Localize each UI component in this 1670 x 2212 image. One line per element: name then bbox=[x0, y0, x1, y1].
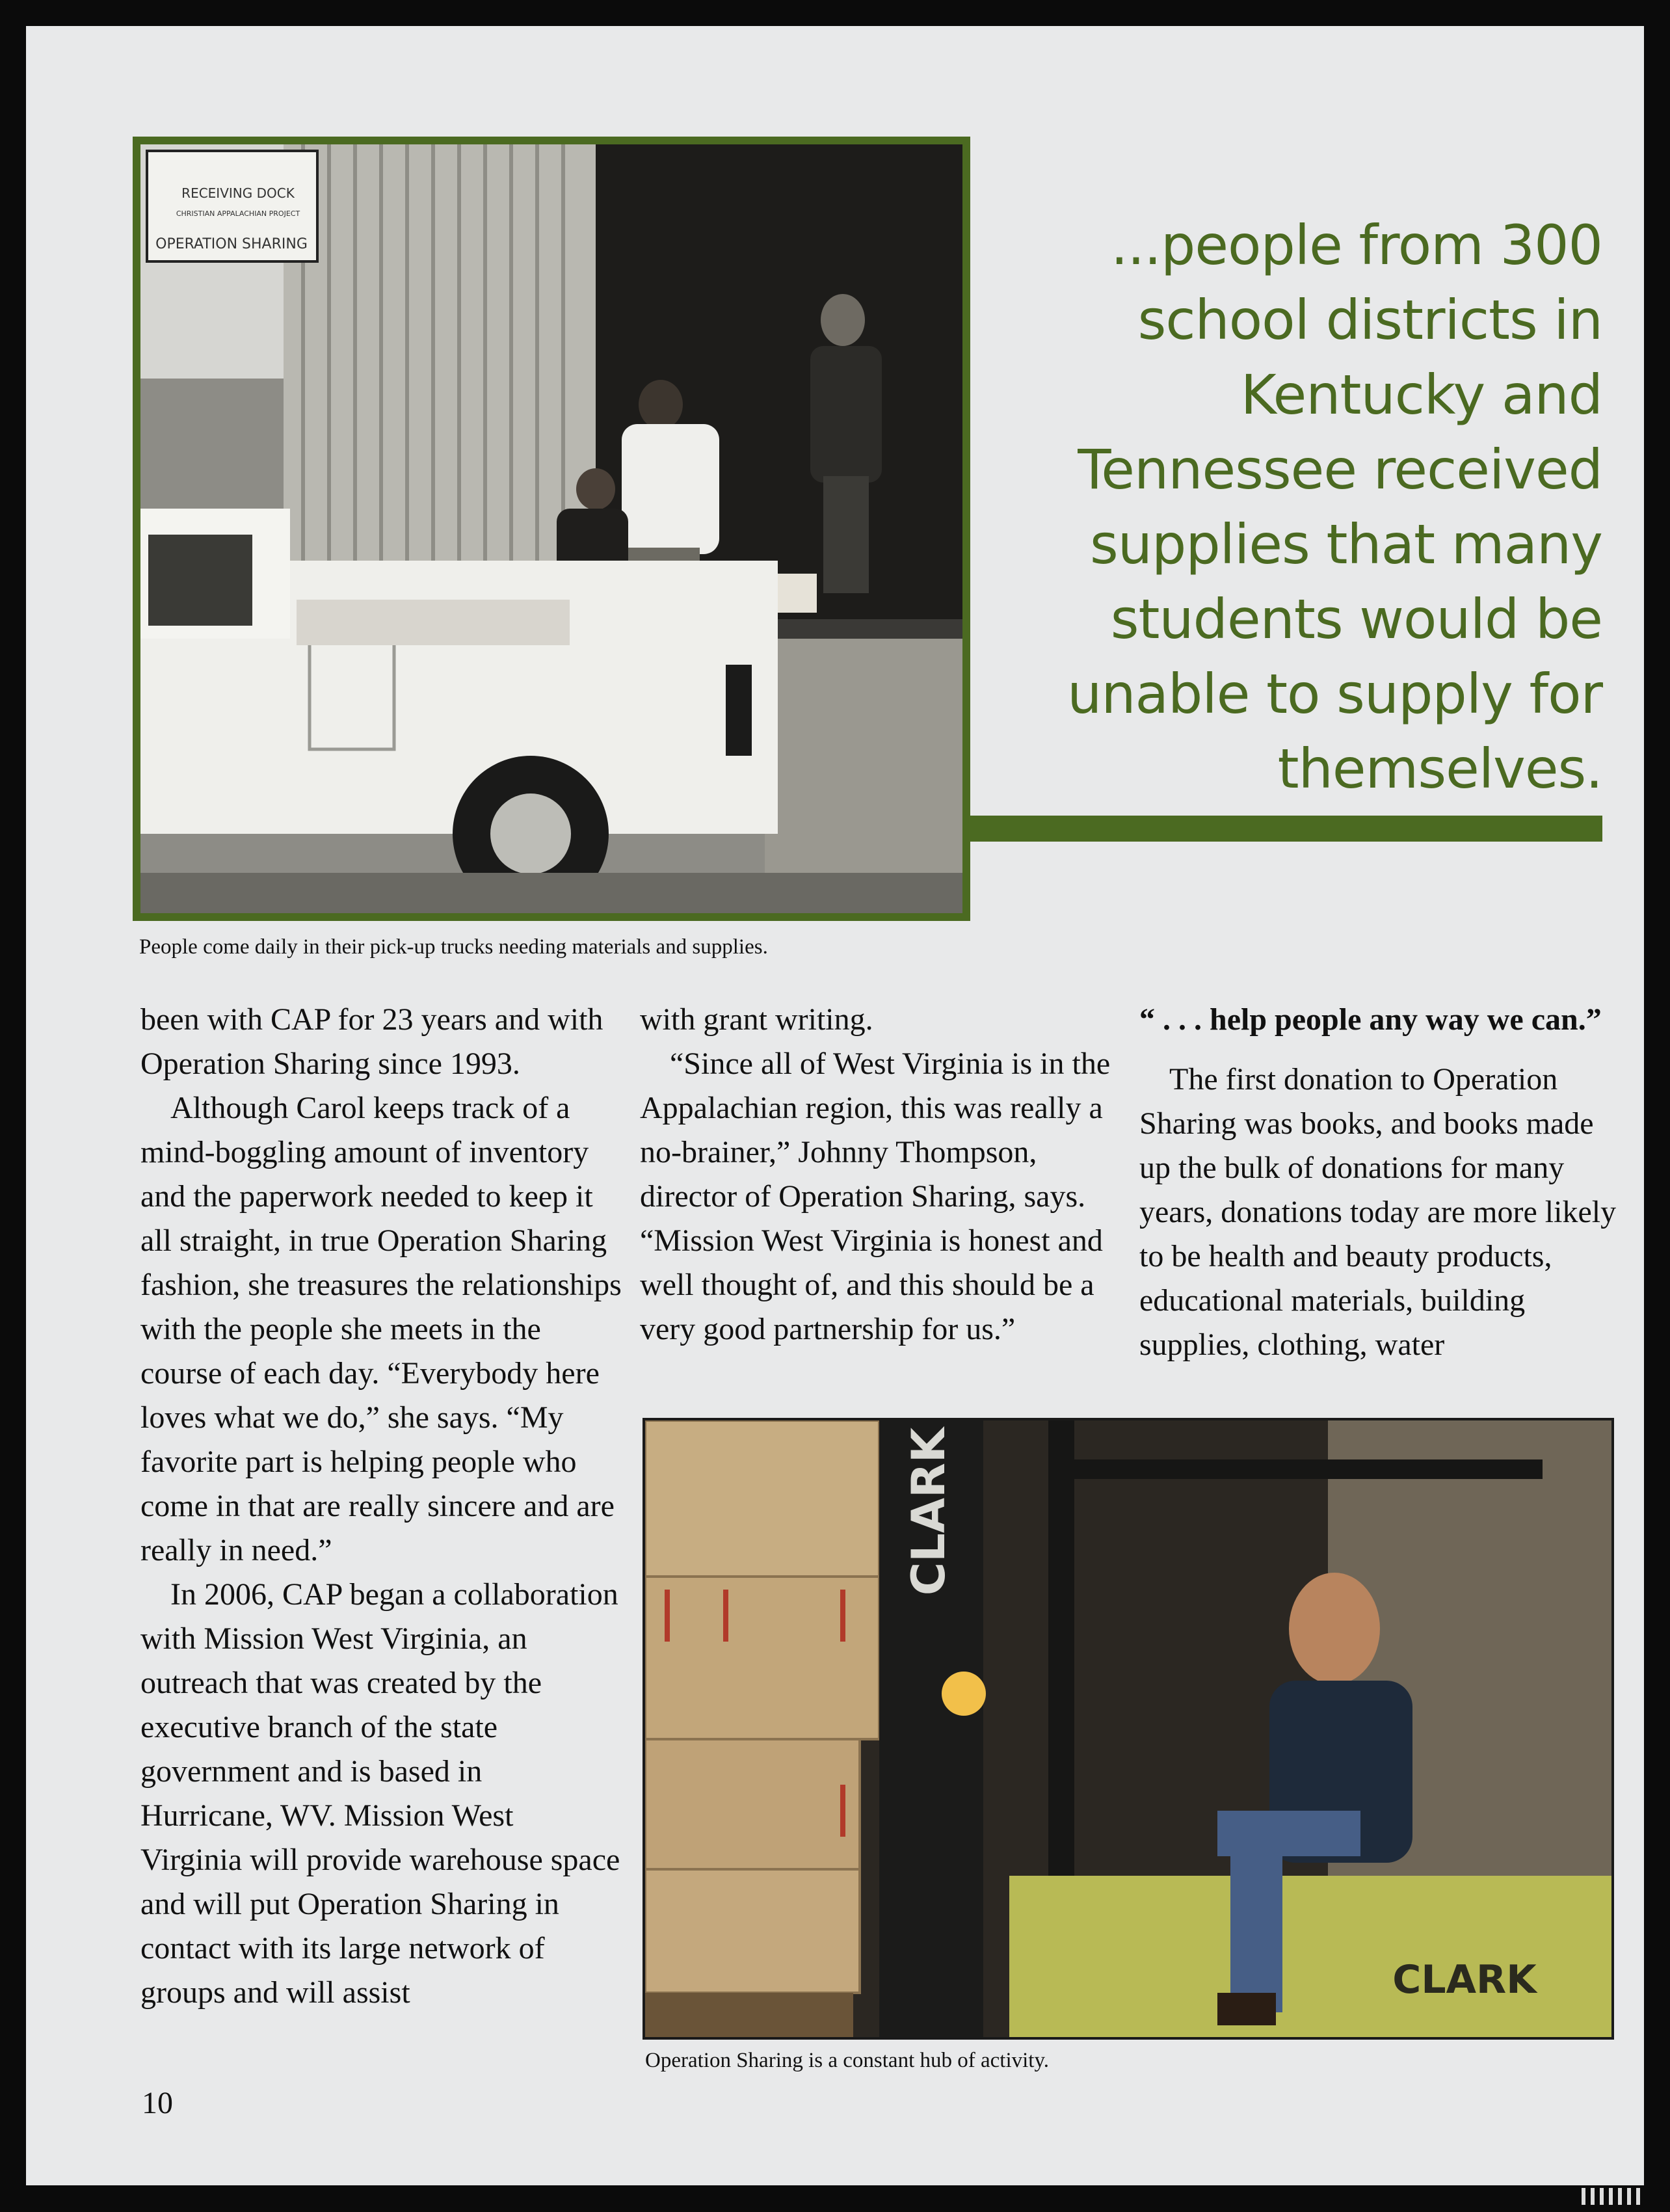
text-column-1 bbox=[140, 998, 622, 2015]
forklift-photo bbox=[643, 1418, 1614, 2040]
loading-dock-photo bbox=[133, 137, 970, 921]
sign-line-1: RECEIVING DOCK bbox=[181, 185, 295, 201]
body-brand-label: CLARK bbox=[1392, 1957, 1537, 2003]
column2-paragraph-1: with grant writing. bbox=[640, 1002, 873, 1037]
column3-subheading: “ . . . help people any way we can.” bbox=[1139, 1002, 1602, 1037]
column1-paragraph-1: been with CAP for 23 years and with Operation Sharing since 1993. bbox=[140, 1002, 603, 1081]
text-column-2 bbox=[640, 998, 1121, 1352]
page-number: 10 bbox=[142, 2086, 173, 2120]
mast-brand-label: CLARK bbox=[902, 1427, 955, 1596]
pull-quote-rule bbox=[970, 816, 1602, 842]
sign-line-2: CHRISTIAN APPALACHIAN PROJECT bbox=[176, 209, 300, 218]
column3-paragraph-1: The first donation to Operation Sharing was books, and books made up the bulk of donations for many years, donations today are more likely to be health and beauty products, educational materials, building supplies, clothing, water bbox=[1139, 1062, 1617, 1362]
sign-line-3: OPERATION SHARING bbox=[155, 236, 308, 252]
bottom-photo-caption: Operation Sharing is a constant hub of activity. bbox=[645, 2049, 1050, 2072]
column1-paragraph-3: In 2006, CAP began a collaboration with Mission West Virginia, an outreach that was created by the executive branch of the state government and is based in Hurricane, WV. Mission West Virginia will provide warehouse space and will put Operation Sharing in contact with its large network of groups and will assist bbox=[140, 1577, 620, 2010]
column2-paragraph-2: “Since all of West Virginia is in the Appalachian region, this was really a no-brainer,” Johnny Thompson, director of Operation Sharing, says. “Mission West Virginia is honest and well thought of, and this should be a very good partnership for us.” bbox=[640, 1046, 1111, 1346]
top-photo-caption: People come daily in their pick-up trucks needing materials and supplies. bbox=[139, 935, 768, 959]
text-column-3 bbox=[1139, 998, 1621, 1367]
binding-marks bbox=[1582, 2188, 1644, 2205]
loading-dock-illustration bbox=[140, 144, 962, 913]
column1-paragraph-2: Although Carol keeps track of a mind-boggling amount of inventory and the paperwork needed to keep it all straight, in true Operation Sharing fashion, she treasures the relationships with the people she meets in the course of each day. “Everybody here loves what we do,” she says. “My favorite part is helping people who come in that are really sincere and are really in need.” bbox=[140, 1091, 622, 1567]
forklift-illustration bbox=[645, 1420, 1611, 2037]
pull-quote: ...people from 300 school districts in Kentucky and Tennessee received supplies that many students would be unable to supply for themselves. bbox=[1067, 213, 1602, 801]
magazine-page bbox=[26, 26, 1644, 2185]
